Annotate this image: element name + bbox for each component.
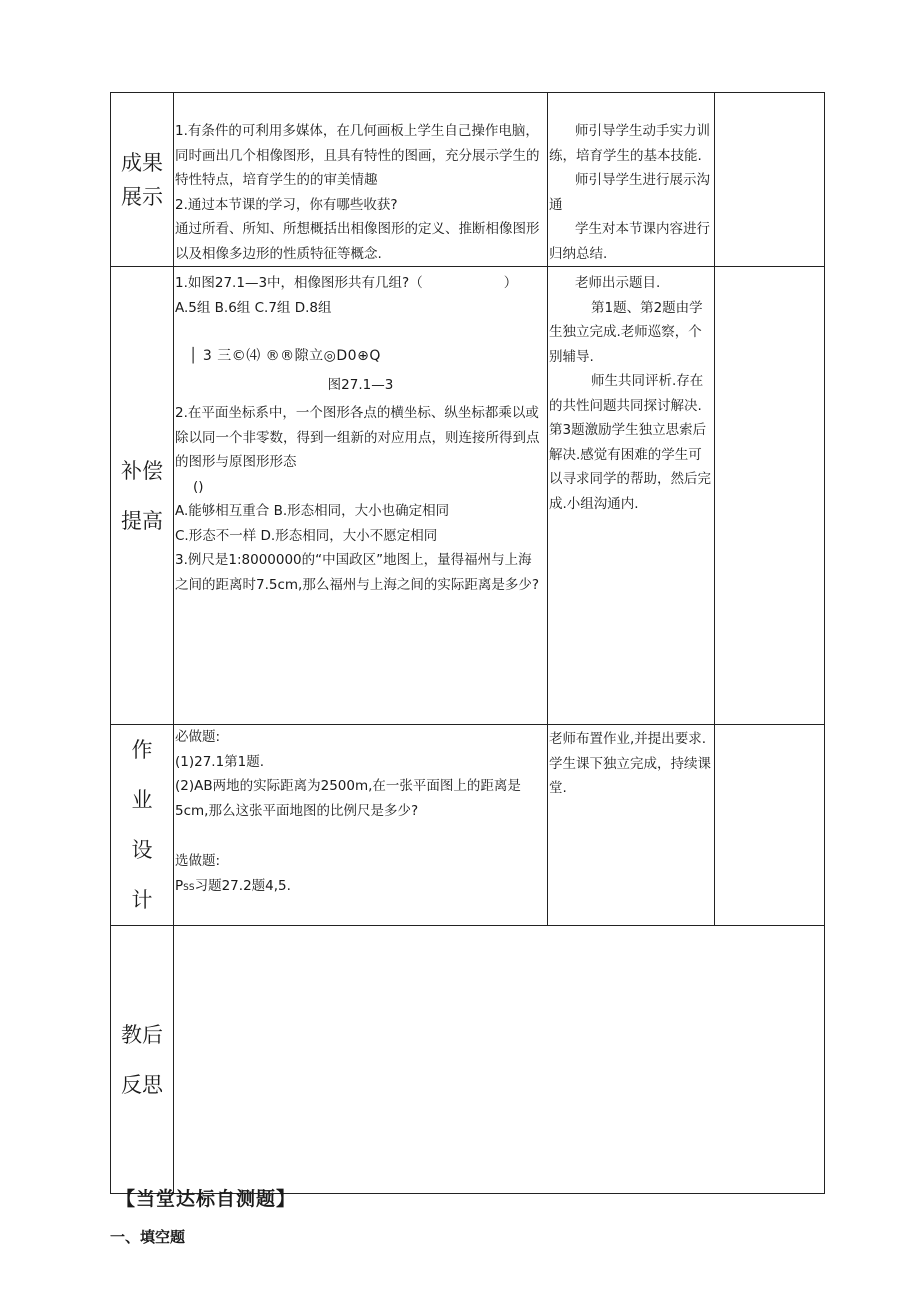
text-line: 1.有条件的可利用多媒体，在几何画板上学生自己操作电脑，: [175, 123, 539, 139]
question-3: 3.例尺是1:8000000的“中国政区”地图上，量得福州与上海: [175, 552, 532, 568]
empty-cell: [715, 267, 825, 725]
empty-cell: [715, 725, 825, 926]
text-line: 同时画出几个相像图形，且具有特性的图画，充分展示学生的: [175, 147, 540, 164]
question-1-options: A.5组 B.6组 C.7组 D.8组: [175, 299, 332, 316]
question-2: 2.在平面坐标系中，一个图形各点的横坐标、纵坐标都乘以或: [175, 405, 539, 421]
row-results-display: [111, 93, 825, 267]
row-header-homework: 作 业 设 计: [111, 725, 174, 926]
row-reflection: [111, 926, 825, 1194]
required-item: (1)27.1第1题.: [175, 753, 265, 770]
figure-symbols: │ 3 三©⑷ ®®隙立◎D0⊕Q: [189, 348, 381, 364]
question-3: 之间的距离时7.5cm,那么福州与上海之间的实际距离是多少?: [175, 576, 539, 593]
row-header-reflection: 教后 反思: [111, 926, 174, 1194]
text-line: 特性特点，培育学生的的审美情趣: [175, 172, 378, 188]
required-item: (2)AB两地的实际距离为2500m,在一张平面图上的距离是: [175, 778, 521, 794]
activity-cell: 师引导学生动手实力训 练，培育学生的基本技能. 师引导学生进行展示沟 通 学生对本节课内容进行 归纳总结.: [548, 93, 715, 267]
required-item: 5cm,那么这张平面地图的比例尺是多少?: [175, 802, 419, 819]
lesson-plan-table: [110, 92, 825, 1194]
section-subtitle: 一、填空题: [110, 1228, 186, 1246]
optional-label: 选做题:: [175, 853, 221, 869]
required-label: 必做题:: [175, 729, 221, 745]
activity-cell: 老师出示题目. 第1题、第2题由学 生独立完成.老师巡察，个 别辅导. 师生共同评析.存在 的共性问题共同探讨解决. 第3题激励学生独立思索后 解决.感觉有困难的学生可 以寻求同学的帮助，然后完 成.小组沟通内.: [548, 267, 715, 725]
empty-cell: [715, 93, 825, 267]
row-compensation: [111, 267, 825, 725]
text-line: 通过所看、所知、所想概括出相像图形的定义、推断相像图形: [175, 221, 540, 237]
row-header-compensation: 补偿 提高: [111, 267, 174, 725]
optional-item: PSS习题27.2题4,5.: [175, 877, 291, 894]
question-2-paren: (): [193, 478, 204, 495]
reflection-cell: [174, 926, 825, 1194]
content-cell: [174, 93, 548, 267]
text-line: 2.通过本节课的学习，你有哪些收获?: [175, 196, 398, 213]
row-header-results: 成果 展示: [111, 93, 174, 267]
question-2: 除以同一个非零数，得到一组新的对应用点，则连接所得到点: [175, 429, 540, 446]
figure-caption: 图27.1—3: [327, 376, 394, 393]
section-title: 【当堂达标自测题】: [116, 1188, 297, 1210]
activity-cell: 老师布置作业,并提出要求. 学生课下独立完成，持续课 堂.: [548, 725, 715, 926]
question-2-options: C.形态不一样 D.形态相同，大小不愿定相同: [175, 527, 438, 544]
question-2-options: A.能够相互重合 B.形态相同，大小也确定相同: [175, 503, 450, 519]
row-homework: [111, 725, 825, 926]
text-line: 以及相像多边形的性质特征等概念.: [175, 245, 382, 262]
content-cell: [174, 725, 548, 926]
question-2: 的图形与原图形形态: [175, 454, 297, 470]
question-1: 1.如图27.1—3中，相像图形共有几组?（ ）: [175, 275, 518, 291]
content-cell: [174, 267, 548, 725]
